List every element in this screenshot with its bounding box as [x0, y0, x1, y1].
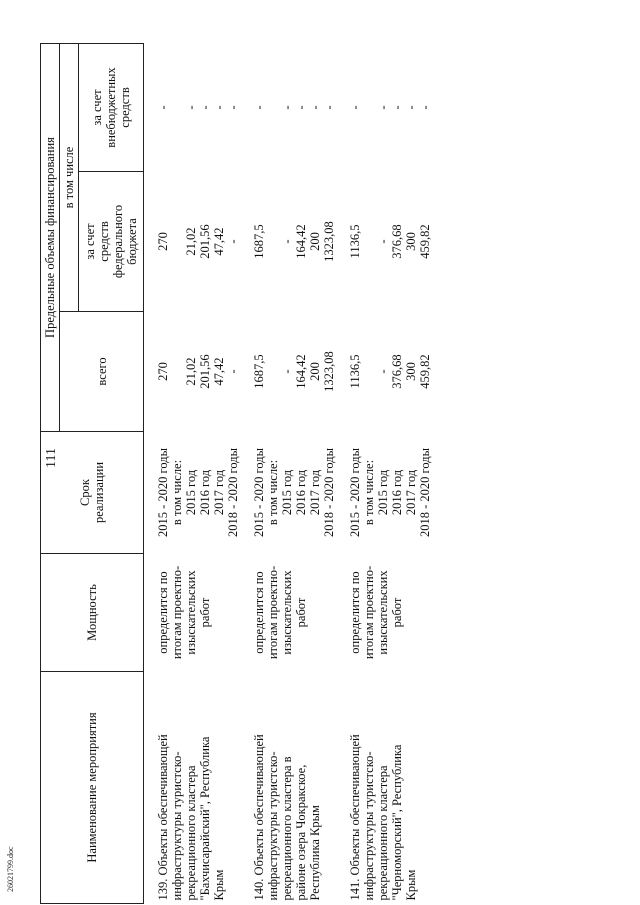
- cell-line: 2017 год: [212, 469, 226, 516]
- cell-line: 1136,5: [348, 354, 362, 389]
- cell-line: 2015 - 2020 годы: [348, 448, 362, 538]
- cell-line: -: [280, 369, 294, 374]
- table-row: [144, 44, 241, 904]
- cell-line: 201,56: [198, 224, 212, 259]
- cell-line: -: [308, 105, 322, 110]
- cell-line: определится по: [156, 571, 170, 654]
- table-row: [336, 44, 432, 904]
- cell-line: 2016 год: [198, 469, 212, 516]
- cell-line: 2015 - 2020 годы: [252, 448, 266, 538]
- cell-line: 270: [156, 232, 170, 251]
- cell-line: -: [226, 239, 240, 244]
- header-including: в том числе: [60, 44, 79, 312]
- cell-line: определится по: [252, 571, 266, 654]
- cell-line: [362, 47, 376, 169]
- cell-line: "Черноморский", Республика: [390, 744, 404, 901]
- cell-line: 2018 - 2020 годы: [226, 448, 240, 538]
- header-federal-line: федерального: [111, 204, 125, 279]
- cell-line: итогам проектно-: [362, 565, 376, 660]
- cell-line: [362, 315, 376, 429]
- cell-line: -: [294, 105, 308, 110]
- cell-term: [336, 432, 432, 554]
- header-federal-line: за счет: [83, 223, 97, 260]
- cell-line: 1136,5: [348, 224, 362, 259]
- cell-line: в том числе:: [170, 459, 184, 526]
- cell-line: -: [252, 105, 266, 110]
- cell-line: 201,56: [198, 354, 212, 389]
- cell-line: Крым: [404, 869, 418, 901]
- cell-line: 2015 год: [184, 469, 198, 516]
- cell-line: 2016 год: [294, 469, 308, 516]
- cell-total: [240, 312, 336, 432]
- cell-line: "Бахчисарайский", Республика: [198, 736, 212, 901]
- cell-line: 47,42: [212, 227, 226, 256]
- cell-extra: [144, 44, 241, 172]
- cell-line: 200: [308, 232, 322, 251]
- cell-line: рекреационного кластера: [184, 765, 198, 901]
- header-federal-line: средств: [97, 221, 111, 262]
- cell-line: 2017 год: [308, 469, 322, 516]
- header-funding: Предельные объемы финансирования: [41, 44, 60, 432]
- cell-line: [266, 47, 280, 169]
- cell-line: 2015 год: [280, 469, 294, 516]
- page-number: 111: [44, 448, 59, 468]
- header-extra-line: за счет: [90, 89, 104, 126]
- cell-total: [144, 312, 241, 432]
- cell-line: Крым: [212, 869, 226, 901]
- cell-line: работ: [390, 597, 404, 628]
- header-capacity: Мощность: [41, 554, 144, 672]
- cell-line: 2015 год: [376, 469, 390, 516]
- cell-line: 2015 - 2020 годы: [156, 448, 170, 538]
- cell-line: -: [376, 369, 390, 374]
- cell-line: рекреационного кластера: [376, 765, 390, 901]
- funding-table: [40, 43, 432, 904]
- cell-line: 140. Объекты обеспечивающей: [252, 734, 266, 901]
- cell-capacity: [144, 554, 241, 672]
- cell-line: 2018 - 2020 годы: [322, 448, 336, 538]
- cell-line: 21,02: [184, 357, 198, 386]
- header-total: всего: [60, 312, 144, 432]
- cell-line: -: [184, 105, 198, 110]
- cell-line: 47,42: [212, 357, 226, 386]
- header-extra-line: средств: [118, 87, 132, 128]
- cell-line: [170, 47, 184, 169]
- cell-line: -: [390, 105, 404, 110]
- cell-line: 376,68: [390, 354, 404, 389]
- cell-name: [240, 672, 336, 904]
- cell-line: [266, 175, 280, 309]
- cell-term: [240, 432, 336, 554]
- cell-line: -: [280, 239, 294, 244]
- header-federal-line: бюджета: [125, 218, 139, 265]
- cell-federal: [144, 172, 241, 312]
- header-term-line: реализации: [92, 461, 106, 524]
- cell-line: изыскательских: [376, 570, 390, 655]
- cell-line: -: [280, 105, 294, 110]
- cell-line: рекреационного кластера в: [280, 756, 294, 901]
- cell-line: 2016 год: [390, 469, 404, 516]
- cell-line: в том числе:: [266, 459, 280, 526]
- cell-federal: [240, 172, 336, 312]
- cell-line: определится по: [348, 571, 362, 654]
- cell-line: инфраструктуры туристско-: [170, 751, 184, 901]
- cell-federal: [336, 172, 432, 312]
- header-term: [41, 432, 144, 554]
- header-federal: [79, 172, 144, 312]
- cell-line: -: [376, 105, 390, 110]
- cell-extra: [336, 44, 432, 172]
- cell-line: 1687,5: [252, 354, 266, 389]
- cell-line: 1323,08: [322, 351, 336, 392]
- cell-line: 21,02: [184, 227, 198, 256]
- cell-line: изыскательских: [280, 570, 294, 655]
- cell-line: 300: [404, 232, 418, 251]
- cell-line: -: [226, 105, 240, 110]
- cell-line: -: [376, 239, 390, 244]
- cell-line: 1687,5: [252, 224, 266, 259]
- cell-line: [170, 175, 184, 309]
- cell-capacity: [240, 554, 336, 672]
- cell-name: [336, 672, 432, 904]
- cell-name: [144, 672, 241, 904]
- header-term-line: Срок: [78, 479, 92, 506]
- cell-line: -: [348, 105, 362, 110]
- cell-line: 164,42: [294, 224, 308, 259]
- cell-line: итогам проектно-: [170, 565, 184, 660]
- cell-line: районе озера Чокракское,: [294, 764, 308, 901]
- cell-line: 270: [156, 362, 170, 381]
- cell-line: инфраструктуры туристско-: [362, 751, 376, 901]
- cell-line: 300: [404, 362, 418, 381]
- cell-line: -: [404, 105, 418, 110]
- cell-line: -: [418, 105, 432, 110]
- cell-line: 459,82: [418, 224, 432, 259]
- header-extra-line: внебюджетных: [104, 67, 118, 148]
- cell-line: 200: [308, 362, 322, 381]
- cell-line: -: [226, 369, 240, 374]
- table-row: [240, 44, 336, 904]
- cell-line: [362, 175, 376, 309]
- header-extra: [79, 44, 144, 172]
- cell-line: изыскательских: [184, 570, 198, 655]
- cell-line: [266, 315, 280, 429]
- cell-line: -: [198, 105, 212, 110]
- cell-line: [170, 315, 184, 429]
- cell-total: [336, 312, 432, 432]
- cell-extra: [240, 44, 336, 172]
- cell-line: 2017 год: [404, 469, 418, 516]
- cell-line: -: [156, 105, 170, 110]
- rotated-page: [40, 44, 600, 904]
- cell-line: 164,42: [294, 354, 308, 389]
- document-id: 26021799.doc: [6, 846, 15, 892]
- cell-line: Республика Крым: [308, 805, 322, 901]
- header-name: Наименование мероприятия: [41, 672, 144, 904]
- cell-line: 141. Объекты обеспечивающей: [348, 734, 362, 901]
- cell-line: инфраструктуры туристско-: [266, 751, 280, 901]
- cell-capacity: [336, 554, 432, 672]
- cell-line: работ: [198, 597, 212, 628]
- cell-line: 459,82: [418, 354, 432, 389]
- cell-line: 139. Объекты обеспечивающей: [156, 734, 170, 901]
- cell-term: [144, 432, 241, 554]
- cell-line: -: [212, 105, 226, 110]
- cell-line: 376,68: [390, 224, 404, 259]
- cell-line: в том числе:: [362, 459, 376, 526]
- cell-line: итогам проектно-: [266, 565, 280, 660]
- cell-line: -: [322, 105, 336, 110]
- cell-line: 2018 - 2020 годы: [418, 448, 432, 538]
- cell-line: 1323,08: [322, 221, 336, 262]
- cell-line: работ: [294, 597, 308, 628]
